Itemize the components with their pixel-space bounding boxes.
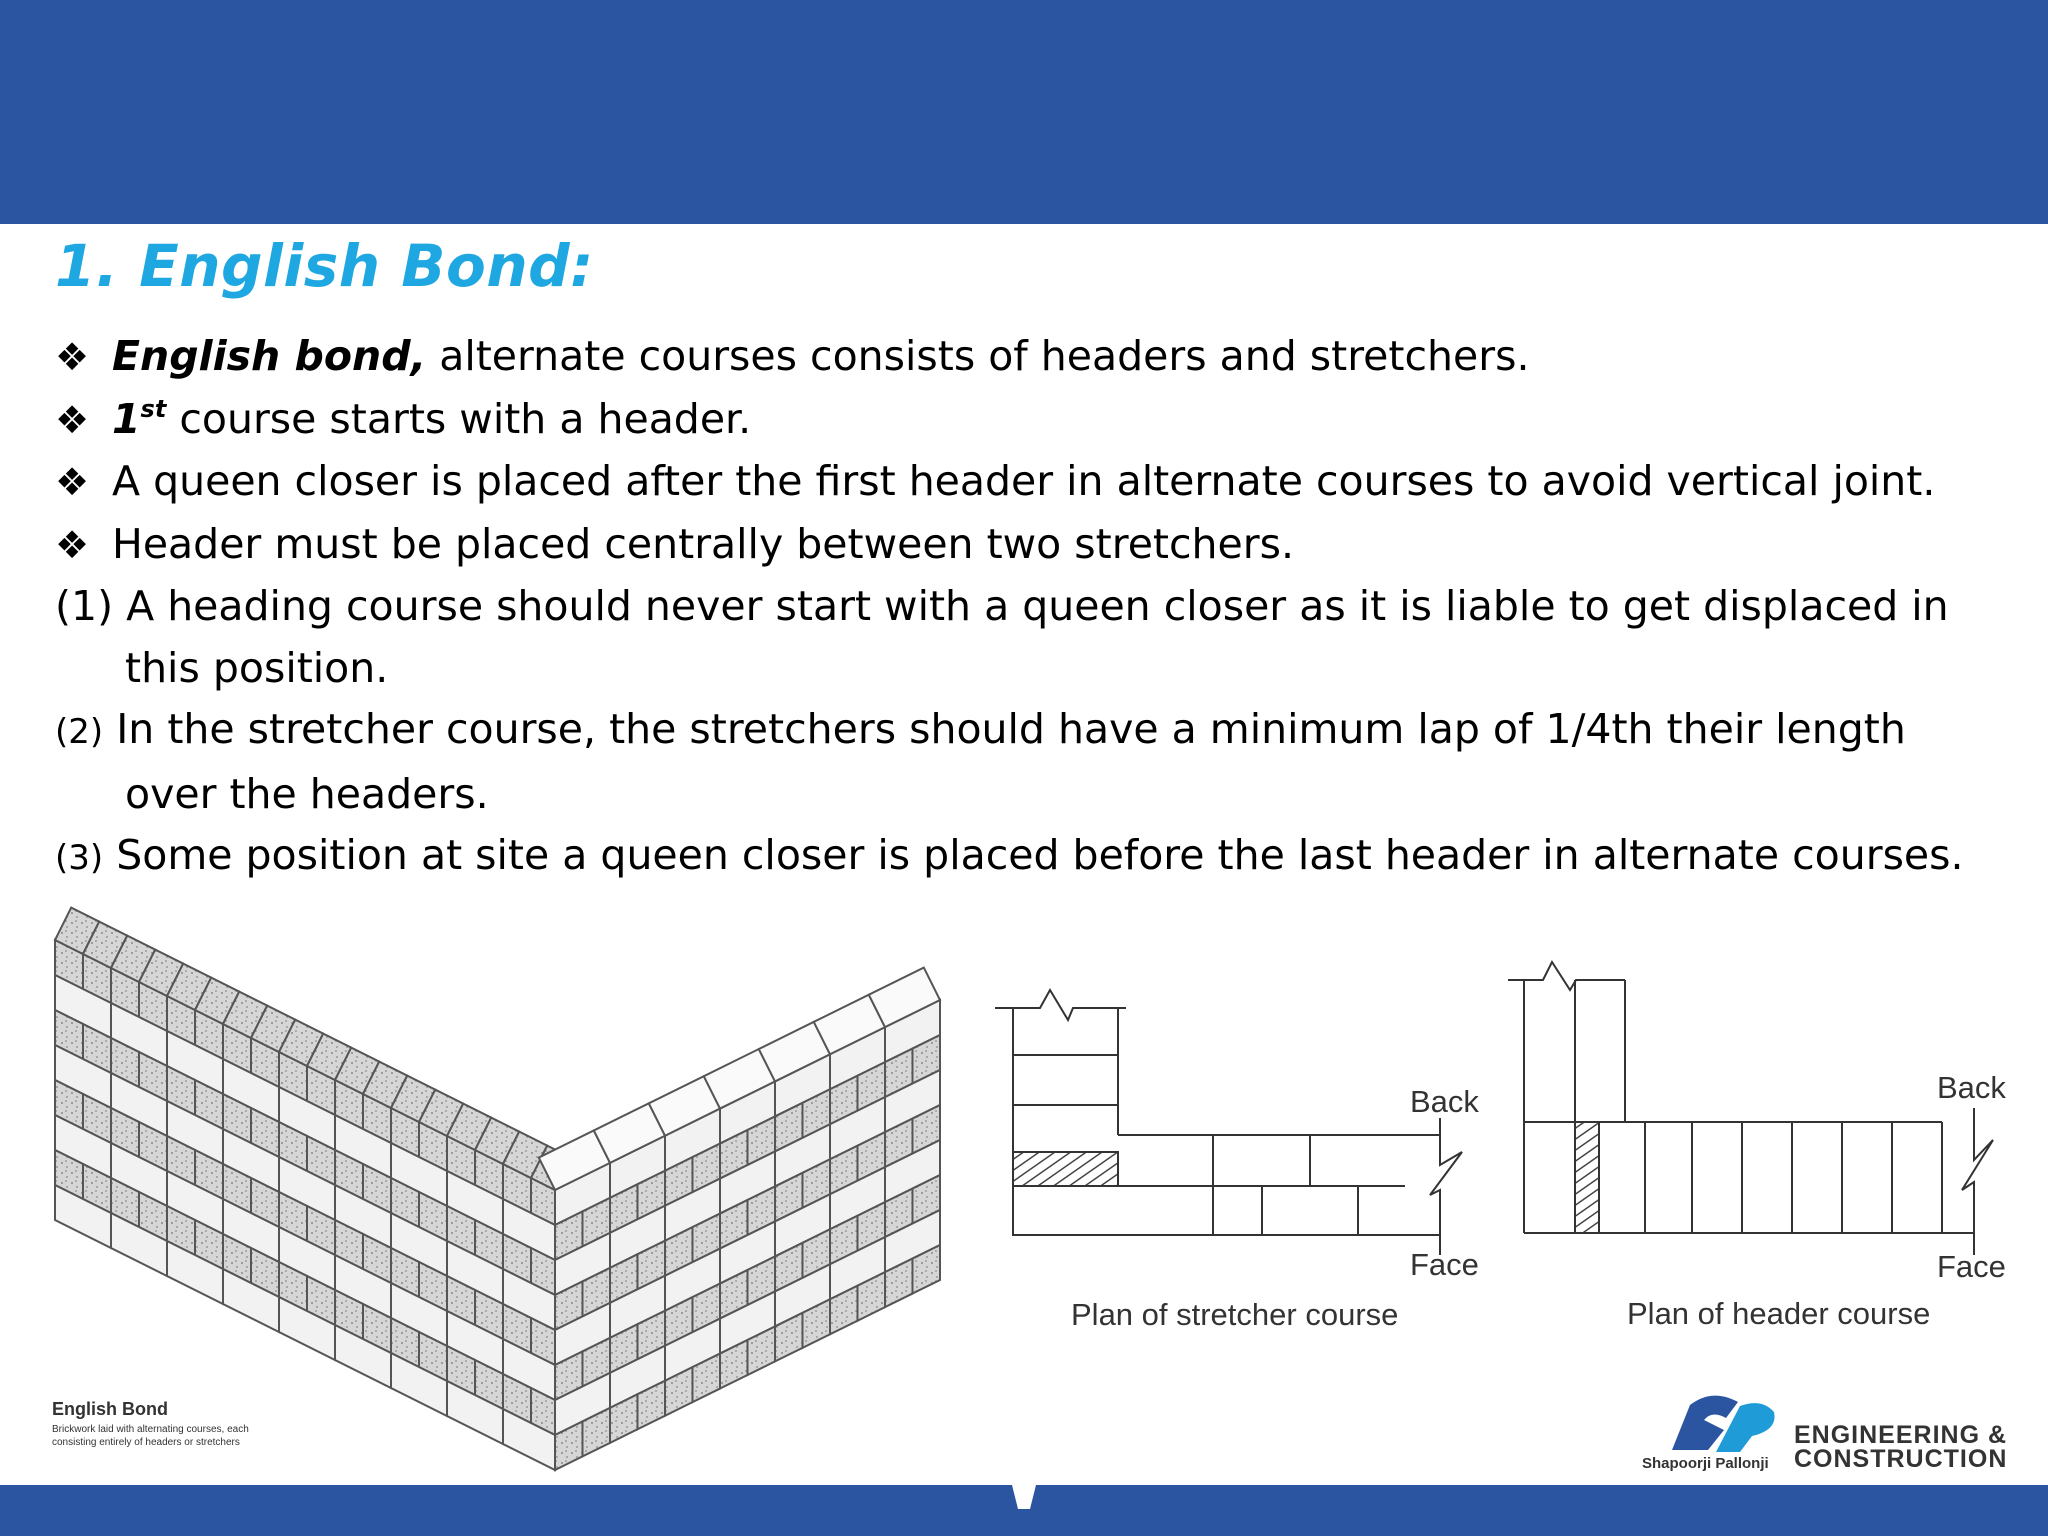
numbered-item: (2) In the stretcher course, the stretchers should have a minimum lap of 1/4th their length <box>55 705 1906 753</box>
figure-caption-text: consisting entirely of headers or stretchers <box>52 1437 240 1448</box>
diamond-bullet-icon: ❖ <box>55 460 90 504</box>
stretcher-face-label: Face <box>1410 1247 1479 1282</box>
header-course-plan <box>1508 962 1993 1255</box>
diamond-bullet-icon: ❖ <box>55 522 90 567</box>
english-bond-figure <box>0 890 2048 1485</box>
stretcher-course-plan <box>995 990 1462 1255</box>
figure-caption-title: English Bond <box>52 1399 168 1419</box>
bullet-item: ❖ English bond, alternate courses consists of headers and stretchers. <box>55 326 2015 389</box>
diamond-bullet-icon: ❖ <box>55 335 90 379</box>
isometric-brick-wall <box>55 908 940 1470</box>
bullet-item: ❖ 1st course starts with a header. <box>55 389 2015 452</box>
numbered-item: (1) A heading course should never start with a queen closer as it is liable to get displaced in <box>55 582 1949 630</box>
numbered-item-continuation: over the headers. <box>125 769 489 818</box>
header-face-label: Face <box>1937 1249 2006 1284</box>
stretcher-back-label: Back <box>1410 1084 1479 1119</box>
top-banner <box>0 0 2048 224</box>
company-logo <box>1642 1396 2007 1473</box>
diamond-bullet-icon: ❖ <box>55 397 90 442</box>
slide-title: 1. English Bond: <box>55 232 594 300</box>
slide-body <box>55 326 2015 890</box>
header-plan-caption: Plan of header course <box>1627 1296 1931 1331</box>
bullet-item: ❖ Header must be placed centrally between two stretchers. <box>55 514 2015 577</box>
division-label: CONSTRUCTION <box>1794 1445 2008 1473</box>
figure-caption-text: Brickwork laid with alternating courses, each <box>52 1424 249 1435</box>
bullet-item: ❖ A queen closer is placed after the first header in alternate courses to avoid vertical joint. <box>55 451 2015 514</box>
footer-bar <box>0 1485 2048 1536</box>
numbered-item: (3) Some position at site a queen closer is placed before the last header in alternate courses. <box>55 831 1964 879</box>
stretcher-plan-caption: Plan of stretcher course <box>1071 1297 1399 1332</box>
division-label: ENGINEERING & <box>1794 1421 2008 1449</box>
company-name: Shapoorji Pallonji <box>1642 1455 1769 1472</box>
header-back-label: Back <box>1937 1070 2006 1105</box>
numbered-item-continuation: this position. <box>125 643 389 692</box>
